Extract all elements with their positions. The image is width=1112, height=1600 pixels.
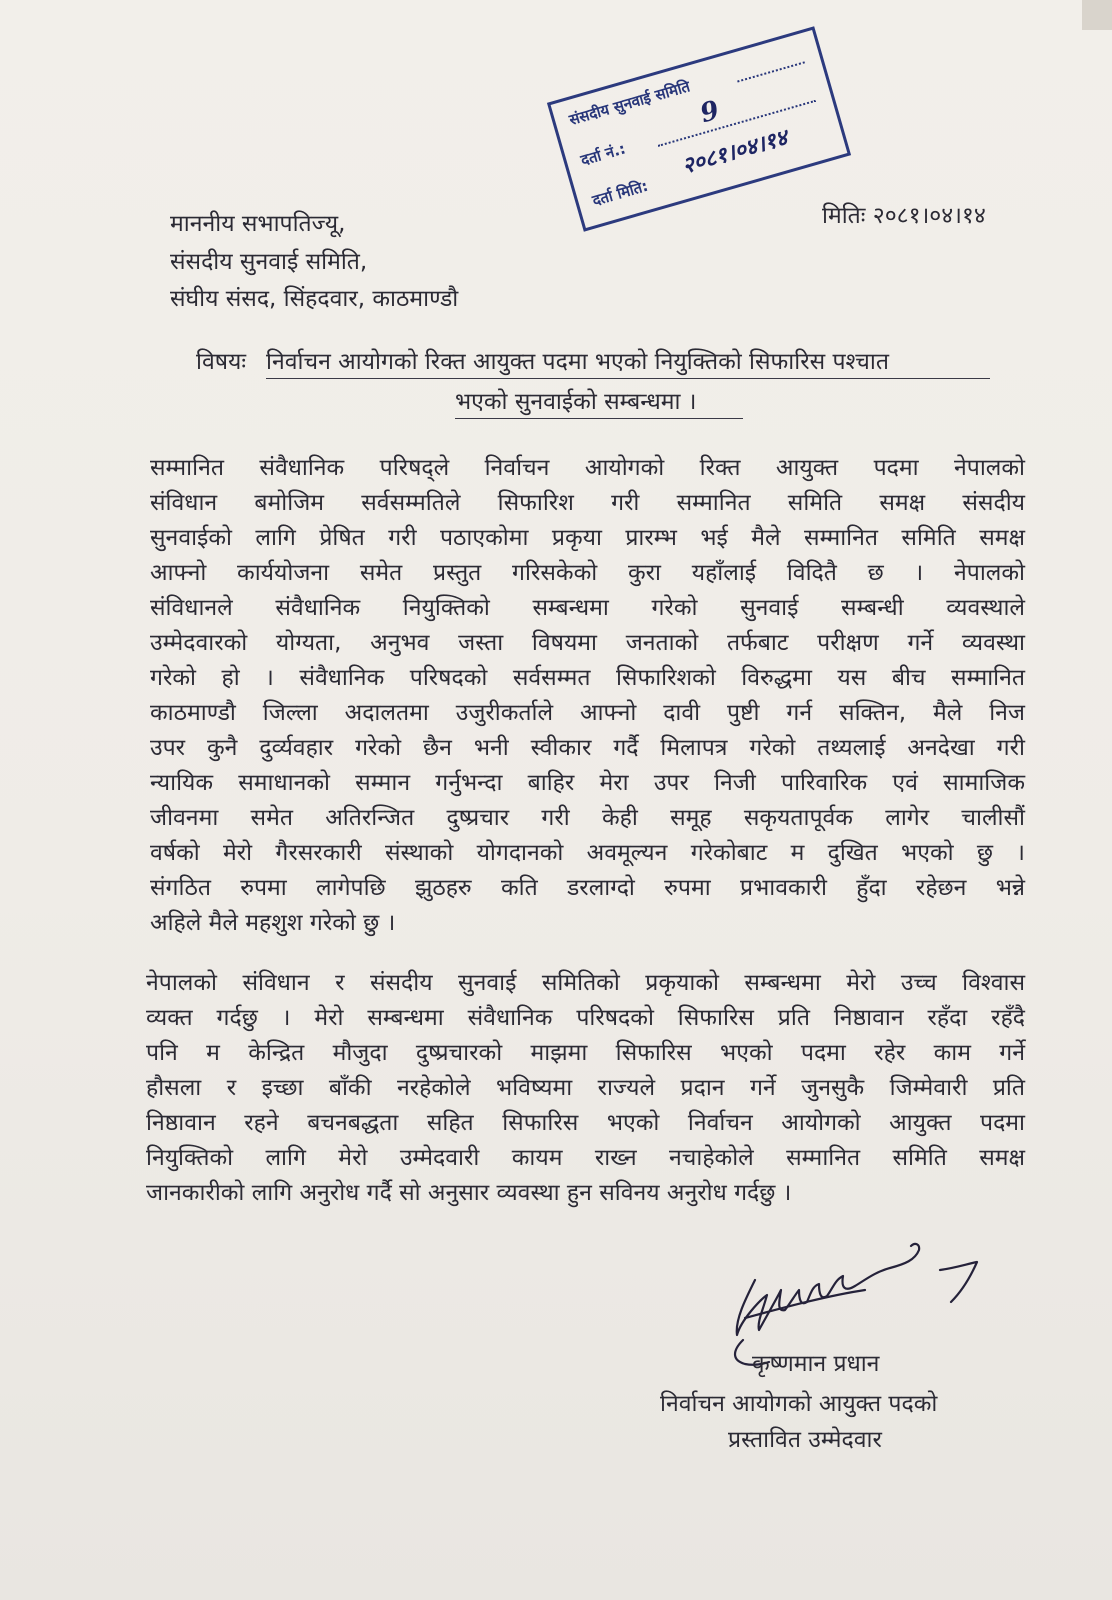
addressee-line: संघीय संसद, सिंहदवार, काठमाण्डौ [170, 286, 459, 312]
paragraph-line: निष्ठावान रहने बचनबद्धता सहित सिफारिस भएको निर्वाचन आयोगको आयुक्त पदमा [146, 1110, 1025, 1136]
page-corner [1082, 0, 1112, 30]
subject-line-2: भएको सुनवाईको सम्बन्धमा । [455, 389, 697, 415]
letter-date: मितिः २०८१।०४।१४ [822, 203, 986, 229]
paragraph-line: नेपालको संविधान र संसदीय सुनवाई समितिको प्रकृयाको सम्बन्धमा मेरो उच्च विश्वास [146, 970, 1025, 996]
paragraph-line: सुनवाईको लागि प्रेषित गरी पठाएकोमा प्रकृया प्रारम्भ भई मैले सम्मानित समिति समक्ष [150, 525, 1025, 551]
paragraph-line: वर्षको मेरो गैरसरकारी संस्थाको योगदानको अवमूल्यन गरेकोबाट म दुखित भएको छु । [150, 840, 1025, 866]
paragraph-line: काठमाण्डौ जिल्ला अदालतमा उजुरीकर्ताले आफ्नो दावी पुष्टी गर्न सक्तिन, मैले निज [150, 700, 1025, 726]
paragraph-line: पनि म केन्द्रित मौजुदा दुष्प्रचारको माझमा सिफारिस भएको पदमा रहेर काम गर्ने [146, 1040, 1025, 1066]
stamp-reg-no-label: दर्ता नं.: [578, 139, 628, 170]
paragraph-line: हौसला र इच्छा बाँकी नरहेकोले भविष्यमा राज्यले प्रदान गर्ने जुनसुकै जिम्मेवारी प्रति [146, 1075, 1025, 1101]
signatory-role: प्रस्तावित उम्मेदवार [728, 1427, 882, 1453]
paragraph-line: संविधानले संवैधानिक नियुक्तिको सम्बन्धमा गरेको सुनवाई सम्बन्धी व्यवस्थाले [150, 595, 1025, 621]
paragraph-line: उम्मेदवारको योग्यता, अनुभव जस्ता विषयमा जनताको तर्फबाट परीक्षण गर्ने व्यवस्था [150, 630, 1025, 656]
paragraph-line: जानकारीको लागि अनुरोध गर्दै सो अनुसार व्यवस्था हुन सविनय अनुरोध गर्दछु । [146, 1180, 792, 1206]
paragraph-line: संगठित रुपमा लागेपछि झुठहरु कति डरलाग्दो रुपमा प्रभावकारी हुँदा रहेछन भन्ने [150, 875, 1025, 901]
addressee-line: संसदीय सुनवाई समिति, [170, 249, 368, 275]
paragraph-line: आफ्नो कार्ययोजना समेत प्रस्तुत गरिसकेको कुरा यहाँलाई विदितै छ । नेपालको [150, 560, 1025, 586]
addressee-line: माननीय सभापतिज्यू, [170, 211, 346, 237]
paragraph-line: नियुक्तिको लागि मेरो उम्मेदवारी कायम राख्न नचाहेकोले सम्मानित समिति समक्ष [146, 1145, 1025, 1171]
paragraph-line: अहिले मैले महशुश गरेको छु । [150, 910, 396, 936]
subject-underline [455, 418, 743, 419]
stamp-reg-date-label: दर्ता मिति: [590, 176, 650, 210]
stamp-reg-no-value: 9 [697, 95, 723, 130]
stamp-reg-date-value: २०८१।०४।१४ [679, 124, 791, 180]
paragraph-line: व्यक्त गर्दछु । मेरो सम्बन्धमा संवैधानिक परिषदको सिफारिस प्रति निष्ठावान रहँदा रहँदै [146, 1005, 1025, 1031]
paragraph-line: सम्मानित संवैधानिक परिषद्ले निर्वाचन आयोगको रिक्त आयुक्त पदमा नेपालको [150, 455, 1025, 481]
subject-underline [266, 378, 990, 379]
subject-label: विषयः [196, 349, 247, 375]
paragraph-line: न्यायिक समाधानको सम्मान गर्नुभन्दा बाहिर मेरा उपर निजी पारिवारिक एवं सामाजिक [150, 770, 1025, 796]
paragraph-line: उपर कुनै दुर्व्यवहार गरेको छैन भनी स्वीकार गर्दै मिलापत्र गरेको तथ्यलाई अनदेखा गरी [150, 735, 1025, 761]
signatory-name: कृष्णमान प्रधान [752, 1351, 880, 1377]
paragraph-line: जीवनमा समेत अतिरन्जित दुष्प्रचार गरी केही समूह सकृयतापूर्वक लागेर चालीसौं [150, 805, 1025, 831]
signatory-title: निर्वाचन आयोगको आयुक्त पदको [660, 1391, 938, 1417]
stamp-title: संसदीय सुनवाई समिति [567, 77, 693, 129]
subject-line-1: निर्वाचन आयोगको रिक्त आयुक्त पदमा भएको नियुक्तिको सिफारिस पश्चात [266, 349, 889, 375]
paragraph-line: संविधान बमोजिम सर्वसम्मतिले सिफारिश गरी सम्मानित समिति समक्ष संसदीय [150, 490, 1025, 516]
registration-stamp [547, 26, 851, 231]
paragraph-line: गरेको हो । संवैधानिक परिषदको सर्वसम्मत सिफारिशको विरुद्धमा यस बीच सम्मानित [150, 665, 1025, 691]
